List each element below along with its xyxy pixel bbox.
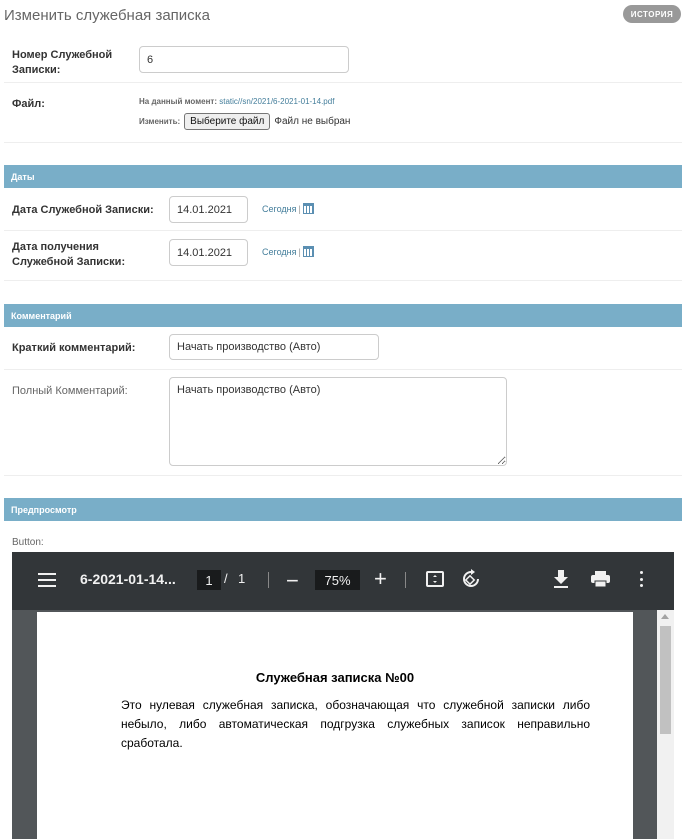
- pdf-page-body: Это нулевая служебная записка, обозначающая что служебной записки либо небыло, либо автоматическая подгрузка служебных записок неправильно сработала.: [121, 698, 590, 750]
- toolbar-divider: [268, 572, 269, 588]
- received-date-label: Дата получения Служебной Записки:: [12, 241, 126, 268]
- page-total: 1: [238, 571, 246, 586]
- memo-date-row: [4, 188, 682, 231]
- received-date-shortcuts: [262, 246, 314, 257]
- short-comment-row: [4, 327, 682, 370]
- comment-section-header[interactable]: Комментарий: [4, 304, 682, 327]
- toolbar-divider: [405, 572, 406, 588]
- rotate-icon[interactable]: [461, 569, 481, 589]
- memo-date-shortcuts: [262, 203, 314, 214]
- file-change: [139, 113, 350, 130]
- zoom-in-button[interactable]: +: [374, 566, 387, 591]
- page-title: Изменить служебная записка: [4, 7, 210, 24]
- download-icon[interactable]: [553, 570, 569, 588]
- page-number-input[interactable]: 1: [197, 570, 221, 590]
- preview-button-label: Button:: [12, 537, 44, 548]
- zoom-level-input[interactable]: 75%: [315, 570, 360, 590]
- memo-number-row: [4, 38, 682, 83]
- full-comment-row: [4, 370, 682, 476]
- full-comment-textarea[interactable]: [169, 377, 507, 466]
- calendar-icon[interactable]: [303, 203, 314, 214]
- scroll-up-arrow-icon[interactable]: [661, 614, 669, 619]
- choose-file-button[interactable]: Выберите файл: [184, 113, 270, 130]
- received-date-today-link[interactable]: Сегодня: [262, 246, 297, 257]
- pdf-viewer[interactable]: [12, 552, 674, 839]
- memo-date-separator: |: [298, 203, 301, 214]
- pdf-doc-title: 6-2021-01-14...: [80, 571, 176, 587]
- pdf-page-heading: Служебная записка №00: [255, 670, 415, 685]
- file-current: [139, 97, 334, 106]
- memo-number-label: Номер Служебной Записки:: [12, 49, 113, 76]
- dates-section-header[interactable]: Даты: [4, 165, 682, 188]
- received-date-input[interactable]: 14.01.2021: [169, 239, 248, 266]
- calendar-icon[interactable]: [303, 246, 314, 257]
- memo-number-input[interactable]: 6: [139, 46, 349, 73]
- received-date-row: [4, 231, 682, 281]
- history-button[interactable]: ИСТОРИЯ: [623, 5, 681, 23]
- print-icon[interactable]: [591, 571, 610, 587]
- scroll-thumb[interactable]: [660, 626, 671, 734]
- pdf-page: [37, 612, 633, 839]
- page-separator: /: [224, 571, 228, 586]
- memo-date-input[interactable]: 14.01.2021: [169, 196, 248, 223]
- preview-section-header[interactable]: Предпросмотр: [4, 498, 682, 521]
- memo-date-label: Дата Служебной Записки:: [12, 204, 154, 216]
- received-date-separator: |: [298, 246, 301, 257]
- fit-page-icon[interactable]: [426, 571, 444, 587]
- file-label: Файл:: [12, 98, 45, 110]
- pdf-scrollbar[interactable]: [657, 610, 674, 839]
- no-file-text: Файл не выбран: [274, 116, 351, 127]
- memo-date-today-link[interactable]: Сегодня: [262, 203, 297, 214]
- more-vert-icon[interactable]: [639, 571, 643, 587]
- file-current-label: На данный момент:: [139, 97, 217, 106]
- file-change-label: Изменить:: [139, 117, 181, 126]
- menu-icon[interactable]: [38, 573, 56, 587]
- zoom-out-button[interactable]: −: [286, 568, 299, 593]
- full-comment-label: Полный Комментарий:: [12, 385, 128, 397]
- pdf-toolbar: [12, 552, 674, 610]
- short-comment-label: Краткий комментарий:: [12, 342, 136, 354]
- short-comment-input[interactable]: Начать производство (Авто): [169, 334, 379, 360]
- file-current-link[interactable]: static//sn/2021/6-2021-01-14.pdf: [219, 97, 335, 106]
